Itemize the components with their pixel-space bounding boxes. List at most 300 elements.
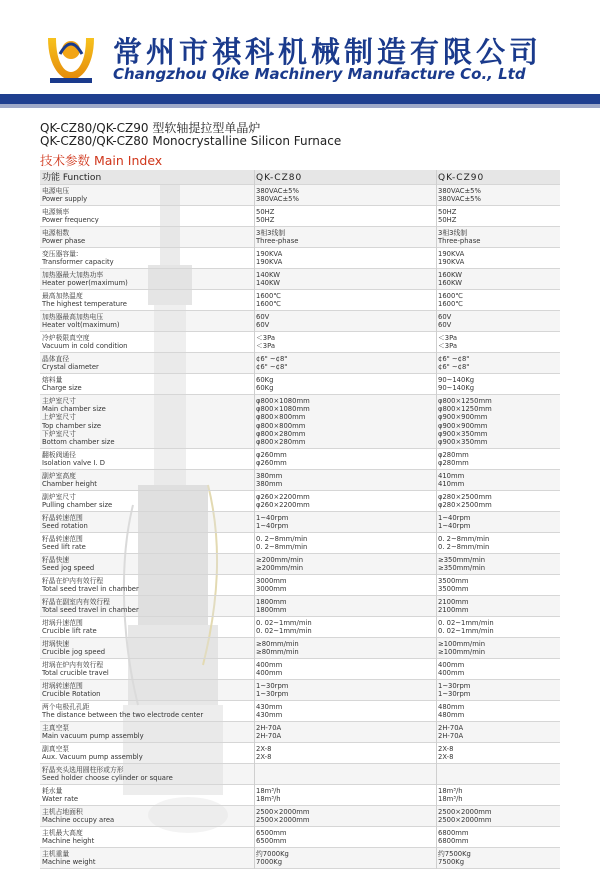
row-label-line: Transformer capacity	[42, 258, 114, 267]
value-qk-cz80-line: 2X-8	[256, 745, 272, 753]
table-row	[40, 491, 560, 512]
value-qk-cz90	[438, 598, 469, 614]
value-qk-cz80-line: 380VAC±5%	[256, 195, 299, 204]
value-qk-cz80-line: ≥80mm/min	[256, 648, 299, 657]
value-qk-cz80-line: 0. 2~8mm/min	[256, 543, 308, 552]
value-qk-cz80	[256, 472, 282, 488]
value-qk-cz80-line: ＜3Pa	[256, 342, 276, 351]
row-label-line: 坩埚升速范围	[42, 619, 83, 627]
value-qk-cz90-line: φ900×900mm	[438, 413, 488, 422]
table-row	[40, 470, 560, 491]
value-qk-cz80-line: 400mm	[256, 669, 283, 678]
value-qk-cz90-line: 1600℃	[438, 292, 463, 300]
value-qk-cz80-line: φ260×2200mm	[256, 501, 310, 510]
table-row	[40, 848, 560, 869]
row-background	[40, 374, 560, 394]
value-qk-cz80	[256, 229, 298, 245]
row-label-line: 坩埚在炉内有效行程	[42, 661, 104, 669]
value-qk-cz90-line: φ280mm	[438, 459, 469, 468]
value-qk-cz80-line: 1800mm	[256, 606, 287, 615]
value-qk-cz80	[256, 313, 269, 329]
value-qk-cz80-line: φ800×800mm	[256, 413, 306, 422]
header-model-2: QK-CZ90	[438, 173, 485, 183]
value-qk-cz80	[256, 292, 281, 308]
value-qk-cz80	[256, 598, 287, 614]
value-qk-cz80	[256, 535, 307, 551]
row-label	[42, 787, 78, 803]
row-label-line: 主机最大高度	[42, 829, 83, 837]
value-qk-cz90	[438, 493, 492, 509]
row-label	[42, 187, 87, 203]
value-qk-cz90-line: 380VAC±5%	[438, 187, 481, 195]
row-background	[40, 680, 560, 700]
value-qk-cz80-line: 18m³/h	[256, 787, 281, 795]
value-qk-cz80-line: 3000mm	[256, 585, 287, 594]
row-label	[42, 250, 114, 266]
row-label	[42, 808, 114, 824]
table-row	[40, 785, 560, 806]
table-row	[40, 575, 560, 596]
row-label-line: Seed holder choose cylinder or square	[42, 774, 173, 783]
row-label-line: 籽晶转速范围	[42, 535, 83, 543]
table-row	[40, 227, 560, 248]
value-qk-cz80-line: 380mm	[256, 472, 283, 480]
value-qk-cz80-line: ≥200mm/min	[256, 564, 304, 573]
value-qk-cz90-line: ¢6" ~¢8"	[438, 363, 470, 372]
value-qk-cz80-line: 约7000Kg	[256, 850, 289, 858]
value-qk-cz90-line: 3500mm	[438, 577, 469, 585]
value-qk-cz90	[438, 619, 494, 635]
value-qk-cz90	[438, 334, 457, 350]
value-qk-cz80-line: 1~30rpm	[256, 690, 289, 699]
value-qk-cz90-line: 480mm	[438, 703, 465, 711]
row-label-line: Isolation valve I. D	[42, 459, 105, 468]
value-qk-cz80-line: 0. 02~1mm/min	[256, 619, 312, 627]
row-label-line: Total seed travel in chamber	[42, 585, 139, 594]
value-qk-cz90-line: φ280×2500mm	[438, 501, 492, 510]
row-background	[40, 227, 560, 247]
value-qk-cz90	[438, 745, 453, 761]
row-label-line: 下炉室尺寸	[42, 429, 76, 438]
value-qk-cz80	[256, 334, 275, 350]
value-qk-cz90-line: 60V	[438, 321, 452, 330]
value-qk-cz80-line: 3000mm	[256, 577, 287, 585]
row-label-line: Crucible lift rate	[42, 627, 97, 636]
row-label-line: 主机重量	[42, 850, 70, 858]
value-qk-cz80-line: 60Kg	[256, 376, 274, 384]
row-label	[42, 703, 203, 719]
value-qk-cz80-line: 2500×2000mm	[256, 808, 310, 816]
table-row	[40, 743, 560, 764]
value-qk-cz80-line: 1800mm	[256, 598, 287, 606]
value-qk-cz90	[438, 271, 462, 287]
row-background	[40, 248, 560, 268]
value-qk-cz80-line: φ800×800mm	[256, 421, 306, 430]
row-label-line: The distance between the two electrode center	[42, 711, 204, 720]
section-title: 技术参数 Main Index	[40, 153, 163, 168]
row-label-line: Seed rotation	[42, 522, 88, 531]
value-qk-cz80-line: φ260×2200mm	[256, 493, 310, 501]
row-label-line: Seed lift rate	[42, 543, 86, 552]
value-qk-cz80-line: φ800×1080mm	[256, 397, 310, 405]
value-qk-cz90	[438, 514, 470, 530]
row-label-line: Top chamber size	[42, 421, 102, 430]
value-qk-cz80-line: 400mm	[256, 661, 283, 669]
value-qk-cz90	[438, 787, 463, 803]
table-row	[40, 617, 560, 638]
value-qk-cz90-line: 6800mm	[438, 829, 469, 837]
value-qk-cz80	[256, 451, 287, 467]
value-qk-cz90-line: 2100mm	[438, 598, 469, 606]
row-label-line: 副炉室高度	[42, 472, 76, 480]
value-qk-cz90	[438, 724, 463, 740]
value-qk-cz80-line: 0. 2~8mm/min	[256, 535, 308, 543]
table-row	[40, 596, 560, 617]
header-band-shadow	[0, 104, 600, 108]
value-qk-cz80-line: 0. 02~1mm/min	[256, 627, 312, 636]
value-qk-cz90-line: 90~140Kg	[438, 376, 475, 384]
company-name-en: Changzhou Qike Machinery Manufacture Co., Ltd	[113, 65, 526, 83]
table-row	[40, 638, 560, 659]
row-label	[42, 724, 144, 740]
value-qk-cz90-line: φ800×1250mm	[438, 397, 492, 405]
row-label	[42, 556, 94, 572]
value-qk-cz90	[438, 187, 481, 203]
value-qk-cz80	[256, 619, 312, 635]
row-background	[40, 659, 560, 679]
value-qk-cz80-line: 380VAC±5%	[256, 187, 299, 195]
row-label-line: 冷炉极限真空度	[42, 334, 90, 342]
value-qk-cz80-line: 18m³/h	[256, 795, 281, 804]
value-qk-cz90-line: 50HZ	[438, 216, 457, 225]
row-label	[42, 334, 127, 350]
row-label-line: Machine height	[42, 837, 95, 846]
value-qk-cz80	[256, 556, 303, 572]
row-label	[42, 229, 85, 245]
table-row	[40, 701, 560, 722]
value-qk-cz80	[256, 514, 288, 530]
value-qk-cz90-line: ≥350mm/min	[438, 564, 486, 573]
value-qk-cz90-line: 160KW	[438, 279, 462, 288]
value-qk-cz90-line: 400mm	[438, 661, 465, 669]
row-label-line: 坩埚转速范围	[42, 682, 83, 690]
value-qk-cz80	[256, 661, 282, 677]
table-row	[40, 659, 560, 680]
row-label-line: Crystal diameter	[42, 363, 99, 372]
value-qk-cz80-line: 50HZ	[256, 208, 275, 216]
row-label-line: Crucible Rotation	[42, 690, 101, 699]
row-label	[42, 745, 143, 761]
value-qk-cz90-line: 190KVA	[438, 258, 465, 267]
row-label-line: Main vacuum pump assembly	[42, 732, 144, 741]
value-qk-cz90-line: 7500Kg	[438, 858, 465, 867]
table-row	[40, 512, 560, 533]
row-label-line: 两个电极孔孔距	[42, 703, 90, 711]
row-label	[42, 376, 82, 392]
row-label-line: 变压器容量:	[42, 250, 79, 258]
row-background	[40, 185, 560, 205]
value-qk-cz90	[438, 313, 451, 329]
row-label	[42, 313, 120, 329]
table-row	[40, 554, 560, 575]
value-qk-cz80-line: 190KVA	[256, 250, 283, 258]
value-qk-cz80-line: ≥200mm/min	[256, 556, 304, 564]
value-qk-cz80	[256, 397, 310, 446]
row-label-line: 电源频率	[42, 208, 70, 216]
value-qk-cz90-line: 2H-70A	[438, 732, 464, 741]
value-qk-cz80-line: φ800×280mm	[256, 438, 306, 447]
row-label-line: 耗水量	[42, 787, 63, 795]
doc-title-en: QK-CZ80/QK-CZ80 Monocrystalline Silicon Furnace	[40, 134, 342, 148]
column-divider	[254, 170, 255, 869]
company-logo-icon	[40, 28, 102, 86]
row-label-line: Chamber height	[42, 480, 97, 489]
value-qk-cz90	[438, 661, 464, 677]
row-label-line: 加热器最大加热功率	[42, 271, 104, 279]
value-qk-cz90-line: 2500×2000mm	[438, 816, 492, 825]
row-label-line: 主真空泵	[42, 724, 70, 732]
row-label-line: Aux. Vacuum pump assembly	[42, 753, 143, 762]
value-qk-cz90	[438, 355, 469, 371]
value-qk-cz80-line: φ800×280mm	[256, 429, 306, 438]
value-qk-cz90	[438, 472, 464, 488]
value-qk-cz80-line: 2H-70A	[256, 732, 282, 741]
row-label	[42, 514, 88, 530]
table-row	[40, 806, 560, 827]
value-qk-cz90	[438, 229, 480, 245]
value-qk-cz90-line: 0. 2~8mm/min	[438, 543, 490, 552]
value-qk-cz90-line: 410mm	[438, 472, 465, 480]
value-qk-cz90-line: φ900×350mm	[438, 429, 488, 438]
value-qk-cz90-line: 2100mm	[438, 606, 469, 615]
value-qk-cz80	[256, 355, 287, 371]
value-qk-cz80-line: 1~30rpm	[256, 682, 289, 690]
value-qk-cz80-line: 140KW	[256, 271, 280, 279]
value-qk-cz80	[256, 493, 310, 509]
value-qk-cz80	[256, 787, 281, 803]
value-qk-cz80-line: 1~40rpm	[256, 514, 289, 522]
row-label	[42, 271, 128, 287]
row-label-line: Vacuum in cold condition	[42, 342, 128, 351]
row-label-line: Seed jog speed	[42, 564, 95, 573]
value-qk-cz80	[256, 829, 287, 845]
row-label-line: 上炉室尺寸	[42, 413, 76, 422]
value-qk-cz90	[438, 535, 489, 551]
row-label-line: 籽晶在炉内有效行程	[42, 577, 104, 585]
value-qk-cz80-line: φ260mm	[256, 451, 287, 459]
row-label	[42, 661, 109, 677]
value-qk-cz90	[438, 250, 464, 266]
table-row	[40, 827, 560, 848]
row-background	[40, 827, 560, 847]
value-qk-cz80	[256, 187, 299, 203]
value-qk-cz90	[438, 397, 492, 446]
row-label	[42, 850, 96, 866]
row-label-line: 籽晶转速范围	[42, 514, 83, 522]
value-qk-cz80	[256, 850, 289, 866]
row-label-line: Total crucible travel	[42, 669, 109, 678]
value-qk-cz90-line: 2500×2000mm	[438, 808, 492, 816]
row-background	[40, 470, 560, 490]
value-qk-cz90-line: ＜3Pa	[438, 342, 458, 351]
row-label-line: 籽晶夹头选用圆柱形或方形	[42, 766, 124, 774]
value-qk-cz80-line: 1600℃	[256, 300, 281, 309]
value-qk-cz90-line: 380VAC±5%	[438, 195, 481, 204]
row-label-line: Power phase	[42, 237, 86, 246]
value-qk-cz80	[256, 640, 299, 656]
value-qk-cz90	[438, 682, 470, 698]
value-qk-cz90-line: 1~40rpm	[438, 522, 471, 531]
row-label	[42, 619, 97, 635]
value-qk-cz80-line: 140KW	[256, 279, 280, 288]
value-qk-cz90-line: ＜3Pa	[438, 334, 458, 342]
value-qk-cz80-line: 430mm	[256, 703, 283, 711]
value-qk-cz80	[256, 724, 281, 740]
row-label-line: 晶体直径	[42, 355, 70, 363]
value-qk-cz90	[438, 451, 469, 467]
row-label-line: 籽晶在副室内有效行程	[42, 598, 110, 606]
header-function: 功能 Function	[42, 173, 102, 183]
row-label-line: 翻板阀通径	[42, 451, 76, 459]
value-qk-cz90	[438, 556, 485, 572]
value-qk-cz80-line: ＜3Pa	[256, 334, 276, 342]
value-qk-cz90-line: 18m³/h	[438, 795, 463, 804]
value-qk-cz80-line: 7000Kg	[256, 858, 283, 867]
value-qk-cz90-line: 190KVA	[438, 250, 465, 258]
value-qk-cz80	[256, 208, 274, 224]
header-band	[0, 94, 600, 104]
row-label-line: Heater power(maximum)	[42, 279, 128, 288]
table-row	[40, 374, 560, 395]
value-qk-cz80-line: 6500mm	[256, 837, 287, 846]
value-qk-cz90-line: 0. 02~1mm/min	[438, 619, 494, 627]
value-qk-cz90-line: φ800×1250mm	[438, 405, 492, 414]
value-qk-cz90-line: ≥350mm/min	[438, 556, 486, 564]
value-qk-cz80	[256, 271, 280, 287]
table-header-row	[40, 170, 560, 185]
table-row	[40, 269, 560, 290]
value-qk-cz80-line: Three-phase	[256, 237, 299, 246]
value-qk-cz90-line: 2X-8	[438, 753, 454, 762]
value-qk-cz80-line: φ260mm	[256, 459, 287, 468]
value-qk-cz90-line: ¢6" ~¢8"	[438, 355, 470, 363]
row-label-line: Power frequency	[42, 216, 99, 225]
value-qk-cz90-line: 410mm	[438, 480, 465, 489]
row-label	[42, 682, 100, 698]
row-label-line: Water rate	[42, 795, 79, 804]
table-row	[40, 764, 560, 785]
value-qk-cz90-line: 3500mm	[438, 585, 469, 594]
row-label-line: Bottom chamber size	[42, 438, 115, 447]
value-qk-cz80	[256, 808, 310, 824]
value-qk-cz90-line: 3相3线制	[438, 229, 468, 237]
value-qk-cz80-line: ¢6" ~¢8"	[256, 355, 288, 363]
value-qk-cz90	[438, 640, 485, 656]
row-label	[42, 829, 94, 845]
value-qk-cz80-line: 2X-8	[256, 753, 272, 762]
value-qk-cz90-line: 160KW	[438, 271, 462, 279]
row-label-line: 电源相数	[42, 229, 70, 237]
row-background	[40, 353, 560, 373]
value-qk-cz80	[256, 250, 282, 266]
value-qk-cz80-line: ≥80mm/min	[256, 640, 299, 648]
value-qk-cz90-line: 50HZ	[438, 208, 457, 216]
row-background	[40, 785, 560, 805]
row-label-line: Machine weight	[42, 858, 96, 867]
value-qk-cz90-line: 0. 2~8mm/min	[438, 535, 490, 543]
value-qk-cz80-line: 1600℃	[256, 292, 281, 300]
row-label	[42, 640, 105, 656]
value-qk-cz80-line: 2500×2000mm	[256, 816, 310, 825]
table-row	[40, 206, 560, 227]
value-qk-cz90-line: 1~30rpm	[438, 690, 471, 699]
value-qk-cz90-line: ≥100mm/min	[438, 640, 486, 648]
value-qk-cz80-line: φ800×1080mm	[256, 405, 310, 414]
value-qk-cz80-line: 380mm	[256, 480, 283, 489]
value-qk-cz90	[438, 829, 469, 845]
table-row	[40, 332, 560, 353]
row-label	[42, 472, 97, 488]
value-qk-cz90-line: 2X-8	[438, 745, 454, 753]
value-qk-cz90-line: φ900×350mm	[438, 438, 488, 447]
value-qk-cz90-line: 400mm	[438, 669, 465, 678]
row-label-line: Crucible jog speed	[42, 648, 106, 657]
row-label	[42, 577, 139, 593]
row-label	[42, 397, 115, 446]
value-qk-cz80-line: 190KVA	[256, 258, 283, 267]
value-qk-cz90	[438, 703, 464, 719]
value-qk-cz90-line: 1~40rpm	[438, 514, 471, 522]
value-qk-cz80-line: 3相3线制	[256, 229, 286, 237]
row-label	[42, 208, 99, 224]
column-divider	[436, 170, 437, 869]
doc-title-cn: QK-CZ80/QK-CZ90 型软轴提拉型单晶炉	[40, 121, 261, 135]
value-qk-cz90	[438, 292, 463, 308]
value-qk-cz90	[438, 208, 456, 224]
value-qk-cz90-line: φ280mm	[438, 451, 469, 459]
row-label	[42, 493, 112, 509]
value-qk-cz90-line: 1600℃	[438, 300, 463, 309]
row-label-line: 籽晶快速	[42, 556, 70, 564]
value-qk-cz80-line: 60Kg	[256, 384, 274, 393]
value-qk-cz80-line: 60V	[256, 321, 270, 330]
row-label	[42, 535, 86, 551]
row-label-line: Main chamber size	[42, 405, 106, 414]
value-qk-cz80	[256, 376, 273, 392]
value-qk-cz90-line: 约7500Kg	[438, 850, 471, 858]
value-qk-cz80-line: ¢6" ~¢8"	[256, 363, 288, 372]
table-row	[40, 680, 560, 701]
table-row	[40, 248, 560, 269]
value-qk-cz90-line: 480mm	[438, 711, 465, 720]
table-row	[40, 533, 560, 554]
value-qk-cz90-line: 90~140Kg	[438, 384, 475, 393]
value-qk-cz90-line: 2H-70A	[438, 724, 464, 732]
value-qk-cz80	[256, 703, 282, 719]
value-qk-cz90-line: Three-phase	[438, 237, 481, 246]
table-row	[40, 311, 560, 332]
value-qk-cz90-line: φ900×900mm	[438, 421, 488, 430]
table-row	[40, 290, 560, 311]
company-name-cn: 常州市祺科机械制造有限公司	[113, 35, 543, 69]
row-label-line: Charge size	[42, 384, 82, 393]
row-label-line: Heater volt(maximum)	[42, 321, 120, 330]
table-row	[40, 449, 560, 470]
value-qk-cz90-line: φ280×2500mm	[438, 493, 492, 501]
row-label-line: 熔料量	[42, 376, 63, 384]
value-qk-cz80-line: 50HZ	[256, 216, 275, 225]
row-label	[42, 451, 105, 467]
